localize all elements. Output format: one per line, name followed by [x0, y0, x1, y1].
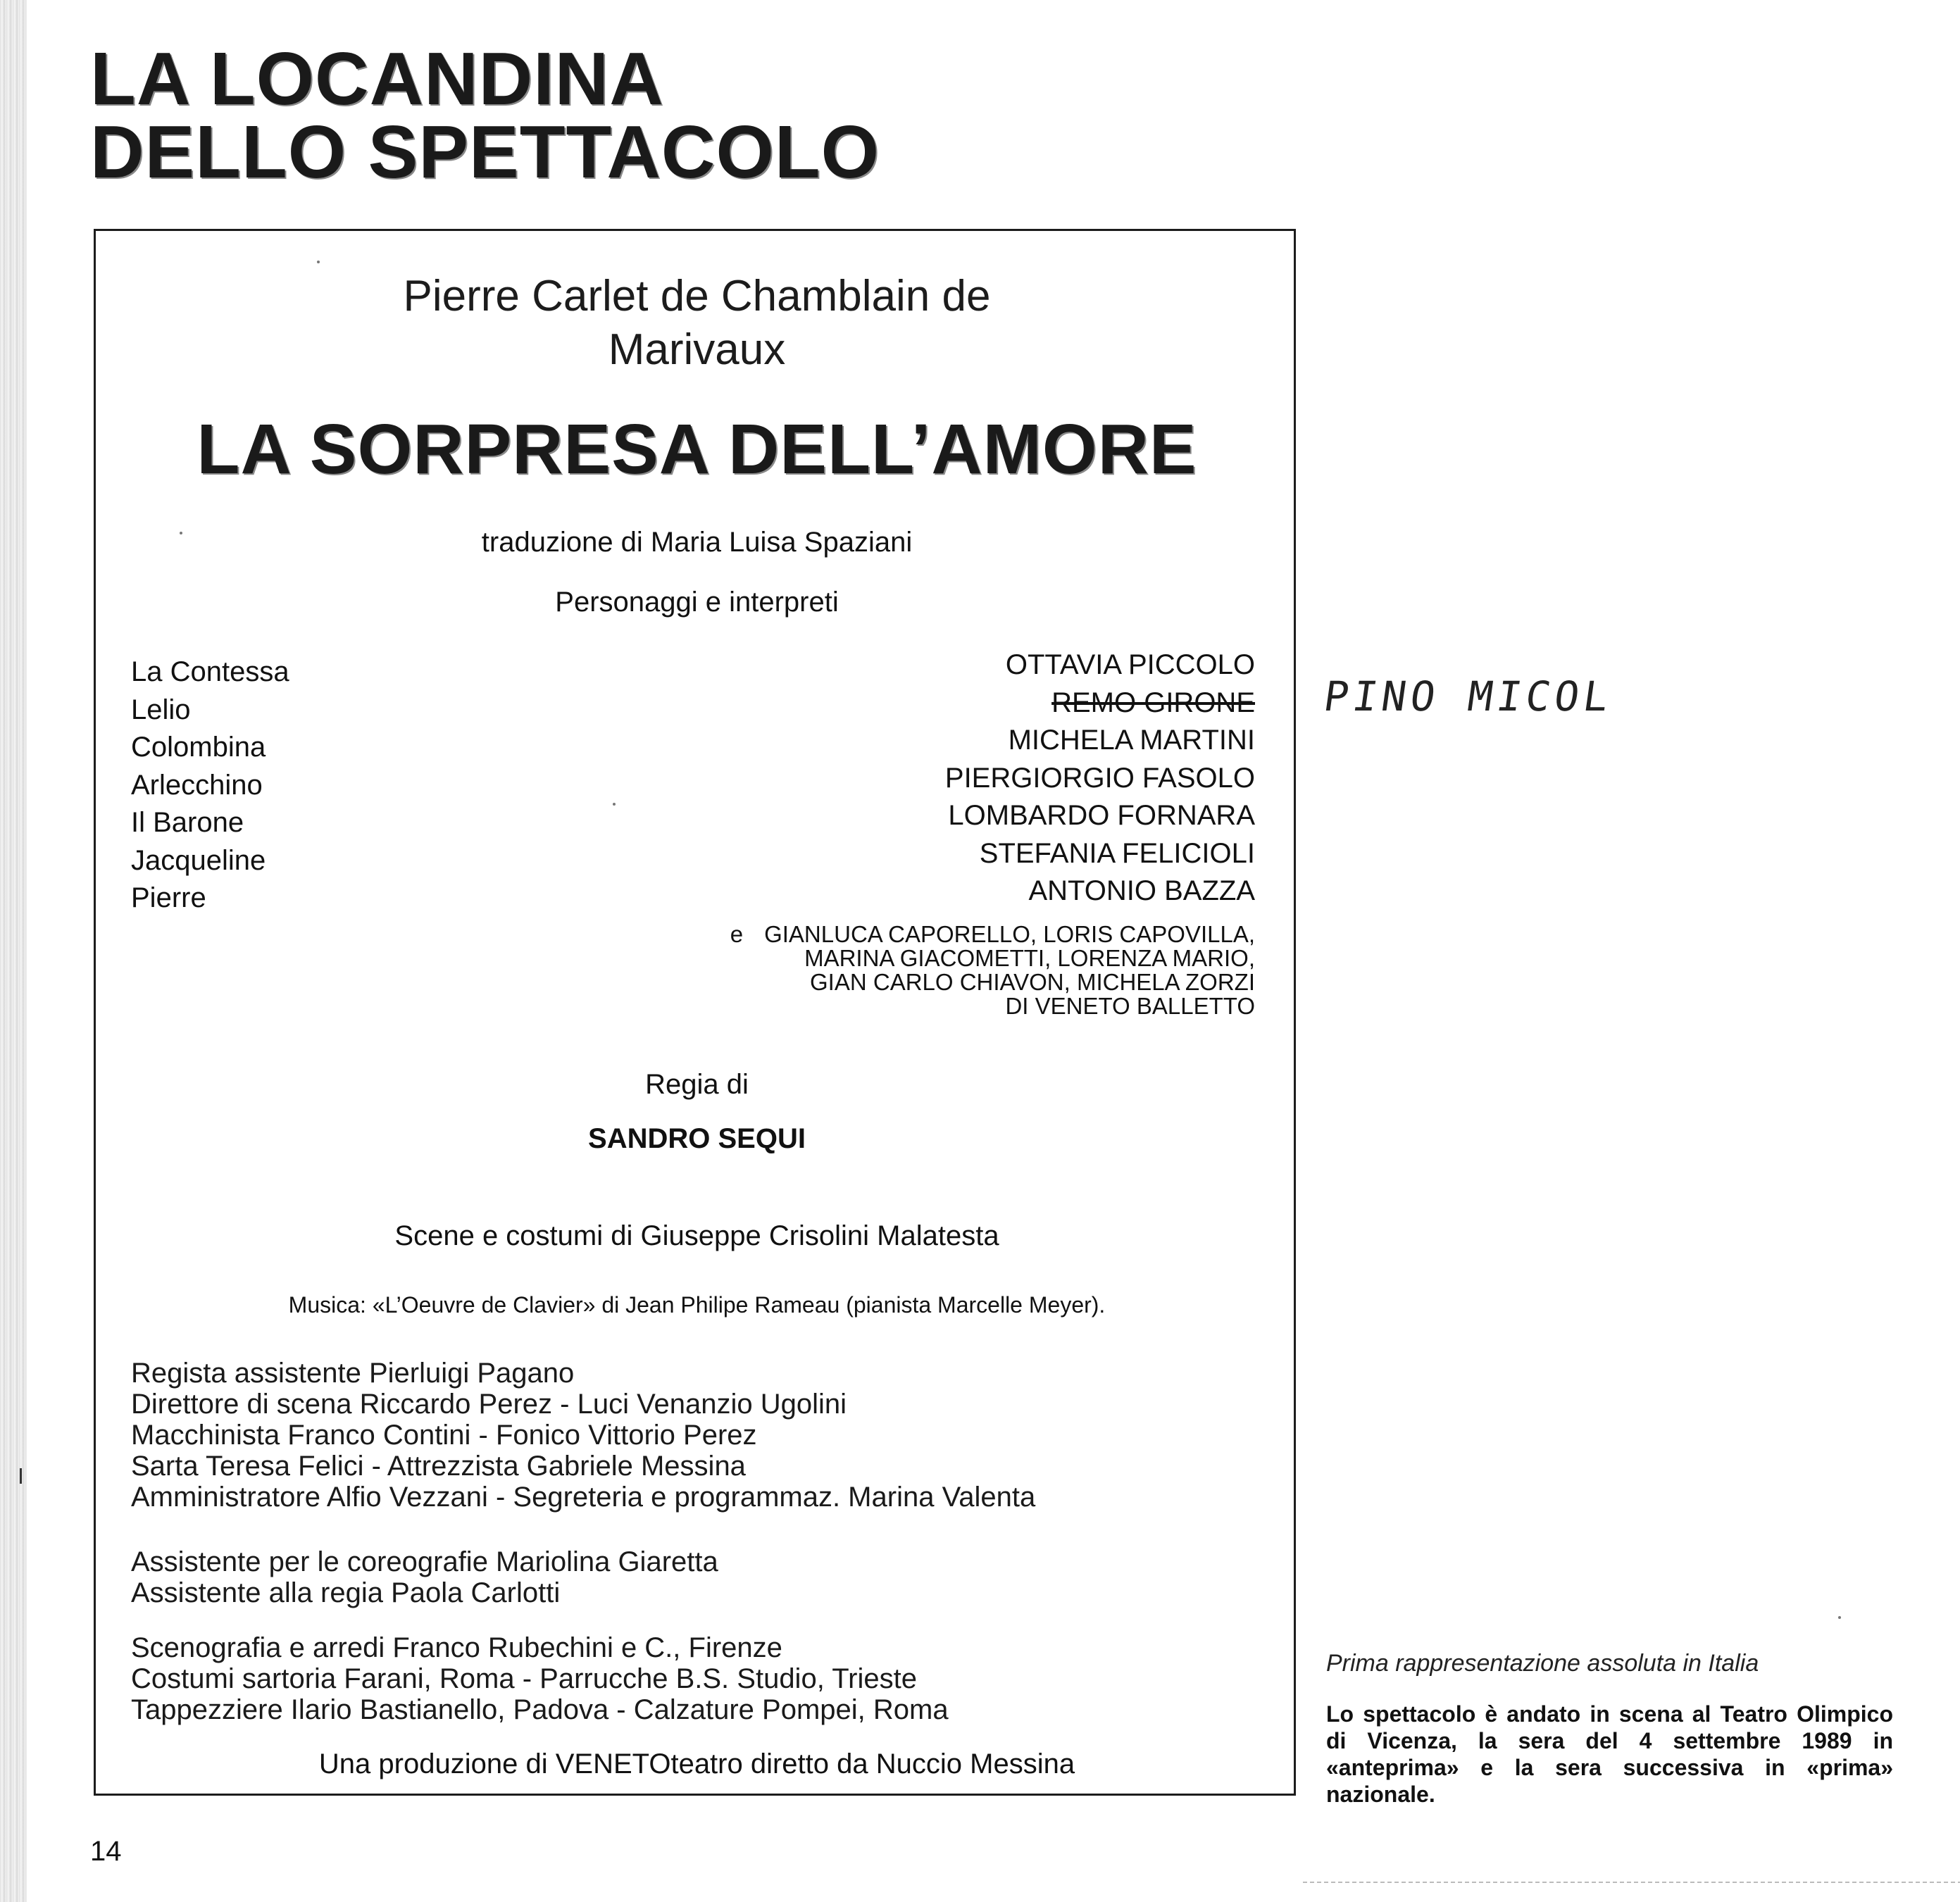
crew-credits-3	[131, 1632, 949, 1725]
extra-cast-prefix: e	[730, 921, 744, 947]
cast-role: La Contessa	[131, 656, 289, 687]
cast-roles	[131, 653, 289, 918]
premiere-note: Prima rappresentazione assoluta in Italia	[1326, 1650, 1759, 1677]
handwritten-note: PINO MICOL	[1321, 672, 1616, 720]
sets-costumes-credit: Scene e costumi di Giuseppe Crisolini Malatesta	[394, 1220, 999, 1251]
page-number: 14	[90, 1836, 122, 1867]
cast-role: Arlecchino	[131, 769, 263, 801]
cast-actor: OTTAVIA PICCOLO	[1005, 649, 1255, 680]
edge-mark	[20, 1468, 22, 1484]
translation-credit: traduzione di Maria Luisa Spaziani	[481, 527, 913, 558]
credit-line: Tappezziere Ilario Bastianello, Padova - Calzature Pompei, Roma	[131, 1694, 949, 1725]
extra-cast-line: DI VENETO BALLETTO	[1005, 993, 1255, 1019]
credit-line: Sarta Teresa Felici - Attrezzista Gabriele Messina	[131, 1451, 746, 1482]
heading-line-1: LA LOCANDINA	[90, 37, 664, 120]
author-line-1: Pierre Carlet de Chamblain de	[403, 272, 991, 320]
direction-label: Regia di	[645, 1069, 749, 1100]
cast-actor: PIERGIORGIO FASOLO	[944, 762, 1255, 794]
director-name: SANDRO SEQUI	[588, 1123, 806, 1154]
scan-speck	[1838, 1616, 1841, 1619]
production-credit: Una produzione di VENETOteatro diretto da Nuccio Messina	[318, 1748, 1075, 1779]
crew-credits-1	[131, 1358, 1035, 1513]
credit-line: Costumi sartoria Farani, Roma - Parrucche B.S. Studio, Trieste	[131, 1663, 917, 1694]
credit-line: Regista assistente Pierluigi Pagano	[131, 1358, 575, 1389]
cast-actor: MICHELA MARTINI	[1008, 725, 1255, 756]
cast-actor: ANTONIO BAZZA	[1028, 875, 1255, 906]
cast-actors	[945, 646, 1255, 911]
cast-role: Jacqueline	[131, 844, 266, 876]
heading-line-2: DELLO SPETTACOLO	[90, 111, 880, 194]
cast-actor: STEFANIA FELICIOLI	[979, 837, 1255, 869]
page-heading	[90, 37, 880, 194]
scan-speck	[180, 532, 182, 534]
cast-actor: LOMBARDO FORNARA	[948, 800, 1255, 831]
crew-credits-2	[131, 1546, 718, 1608]
author	[96, 270, 1298, 377]
cast-role: Lelio	[131, 694, 191, 725]
music-credit: Musica: «L’Oeuvre de Clavier» di Jean Philipe Rameau (pianista Marcelle Meyer).	[288, 1292, 1106, 1318]
cast-actor-struck: REMO GIRONE	[1051, 687, 1255, 718]
credit-line: Macchinista Franco Contini - Fonico Vittorio Perez	[131, 1420, 757, 1451]
bottom-rule	[1303, 1882, 1960, 1883]
extra-cast-line: GIAN CARLO CHIAVON, MICHELA ZORZI	[810, 969, 1255, 995]
scan-speck	[317, 261, 320, 263]
playbill-box	[94, 229, 1296, 1796]
credit-line: Assistente per le coreografie Mariolina Giaretta	[131, 1546, 718, 1577]
cast-heading: Personaggi e interpreti	[555, 587, 839, 618]
credit-line: Amministratore Alfio Vezzani - Segreteria e programmaz. Marina Valenta	[131, 1482, 1036, 1513]
credit-line: Assistente alla regia Paola Carlotti	[131, 1577, 561, 1608]
author-line-2: Marivaux	[608, 325, 786, 374]
cast-role: Pierre	[131, 882, 206, 913]
scanned-page-edge	[0, 0, 27, 1902]
cast-role: Il Barone	[131, 807, 244, 838]
cast-role: Colombina	[131, 732, 266, 763]
credit-line: Direttore di scena Riccardo Perez - Luci Venanzio Ugolini	[131, 1389, 847, 1420]
extra-cast-line: MARINA GIACOMETTI, LORENZA MARIO,	[804, 945, 1255, 971]
scan-speck	[613, 803, 616, 806]
extra-cast	[730, 922, 1255, 1018]
credit-line: Scenografia e arredi Franco Rubechini e C., Firenze	[131, 1632, 782, 1663]
extra-cast-line: GIANLUCA CAPORELLO, LORIS CAPOVILLA,	[764, 921, 1255, 947]
performance-note: Lo spettacolo è andato in scena al Teatro Olimpico di Vicenza, la sera del 4 settembre 1989 in «anteprima» e la sera successiva in «prima» nazionale.	[1326, 1701, 1893, 1807]
play-title: LA SORPRESA DELL’AMORE	[196, 410, 1197, 489]
